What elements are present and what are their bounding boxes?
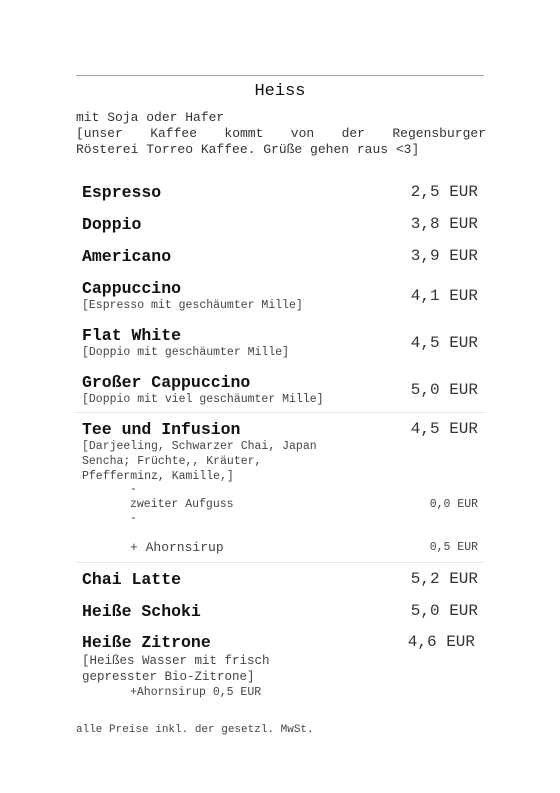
item-price: 5,0 EUR <box>410 602 478 620</box>
intro-line-coffee-source: [unser Kaffee kommt von der Regensburger <box>76 126 486 141</box>
intro-line-roastery: Rösterei Torreo Kaffee. Grüße gehen raus <3] <box>76 142 420 157</box>
description-line: [Heißes Wasser mit frisch <box>82 654 270 668</box>
item-name: Heiße Schoki <box>82 602 201 621</box>
item-name: Chai Latte <box>82 570 182 589</box>
item-name: Großer Cappuccino <box>82 373 251 392</box>
price-footnote: alle Preise inkl. der gesetzl. MwSt. <box>76 724 314 736</box>
tea-maple-syrup-label: + Ahornsirup <box>130 540 224 555</box>
description-line: Sencha; Früchte,, Kräuter, <box>82 455 262 468</box>
tea-extras-dash: - <box>130 483 137 496</box>
divider <box>76 412 484 413</box>
tea-extras-dash: - <box>130 512 137 525</box>
item-description: [Espresso mit geschäumter Mille] <box>82 299 303 312</box>
item-price: 3,9 EUR <box>410 247 478 265</box>
item-description: [Doppio mit geschäumter Mille] <box>82 346 290 359</box>
description-line: gepresster Bio-Zitrone] <box>82 670 255 684</box>
item-price: 4,5 EUR <box>410 420 478 438</box>
item-name: Flat White <box>82 326 182 345</box>
top-divider <box>76 75 484 76</box>
tea-second-infusion-label: zweiter Aufguss <box>130 498 234 511</box>
item-name: Cappuccino <box>82 279 182 298</box>
item-price: 4,1 EUR <box>410 287 478 305</box>
section-intro <box>76 110 486 158</box>
item-name: Tee und Infusion <box>82 420 241 439</box>
item-name: Americano <box>82 247 172 266</box>
item-price: 4,6 EUR <box>407 633 475 651</box>
tea-maple-syrup-price: 0,5 EUR <box>429 541 478 554</box>
lemon-maple-syrup-extra: +Ahornsirup 0,5 EUR <box>130 686 262 699</box>
intro-line-milk: mit Soja oder Hafer <box>76 110 225 125</box>
item-description: [Doppio mit viel geschäumter Mille] <box>82 393 324 406</box>
item-price: 2,5 EUR <box>410 183 478 201</box>
item-price: 5,2 EUR <box>410 570 478 588</box>
section-title: Heiss <box>254 82 306 101</box>
item-name: Espresso <box>82 183 162 202</box>
item-description <box>82 439 317 484</box>
item-name: Heiße Zitrone <box>82 633 211 652</box>
description-line: Pfefferminz, Kamille,] <box>82 470 234 483</box>
item-price: 3,8 EUR <box>410 215 478 233</box>
item-description <box>82 653 270 685</box>
item-price: 4,5 EUR <box>410 334 478 352</box>
tea-second-infusion-price: 0,0 EUR <box>429 498 478 511</box>
description-line: [Darjeeling, Schwarzer Chai, Japan <box>82 440 317 453</box>
divider <box>76 562 484 563</box>
item-price: 5,0 EUR <box>410 381 478 399</box>
item-name: Doppio <box>82 215 142 234</box>
